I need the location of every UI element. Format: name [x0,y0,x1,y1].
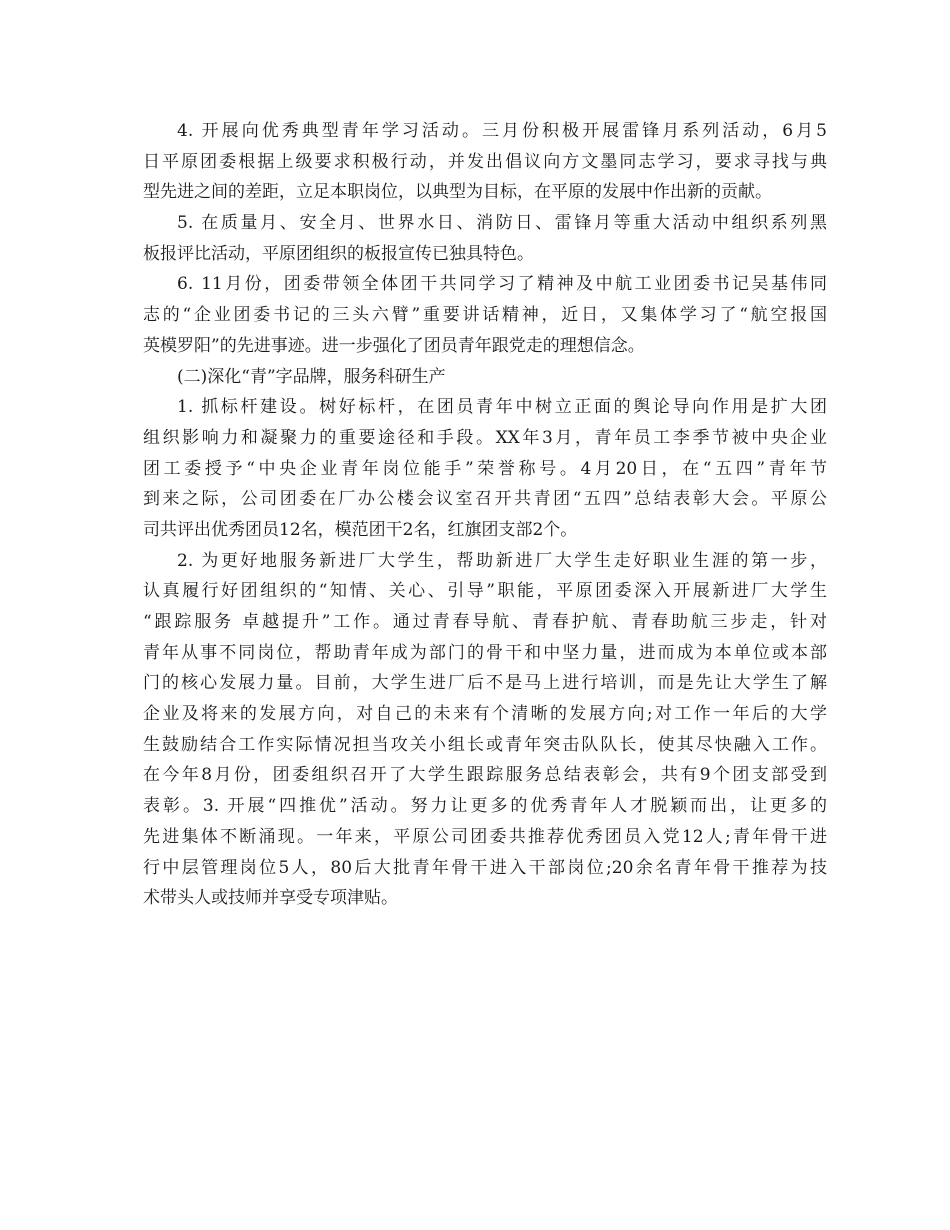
text-line: 认真履行好团组织的“知情、关心、引导”职能，平原团委深入开展新进厂大学生 [143,581,827,602]
text-line: 志的“企业团委书记的三头六臂”重要讲话精神，近日，又集体学习了“航空报国 [143,305,827,326]
text-line: 到来之际，公司团委在厂办公楼会议室召开共青团“五四”总结表彰大会。平原公 [143,489,827,510]
text-line: 门的核心发展力量。目前，大学生进厂后不是马上进行培训，而是先让大学生了解 [143,673,827,694]
text-line: 青年从事不同岗位，帮助青年成为部门的骨干和中坚力量，进而成为本单位或本部 [143,642,827,663]
text-line: 1. 抓标杆建设。树好标杆，在团员青年中树立正面的舆论导向作用是扩大团 [177,397,827,418]
text-line: 组织影响力和凝聚力的重要途径和手段。XX年3月，青年员工李季节被中央企业 [143,427,827,448]
text-line: 板报评比活动，平原团组织的板报宣传已独具特色。 [143,243,534,264]
text-line: 5. 在质量月、安全月、世界水日、消防日、雷锋月等重大活动中组织系列黑 [177,213,827,234]
text-line: 表彰。3. 开展“四推优”活动。努力让更多的优秀青年人才脱颖而出，让更多的 [143,796,827,817]
text-line: 在今年8月份，团委组织召开了大学生跟踪服务总结表彰会，共有9个团支部受到 [143,765,827,786]
text-line: 行中层管理岗位5人，80后大批青年骨干进入干部岗位;20余名青年骨干推荐为技 [143,857,827,878]
paragraph-item-4 [143,116,827,208]
text-line: 2. 为更好地服务新进厂大学生，帮助新进厂大学生走好职业生涯的第一步， [177,550,827,571]
paragraph-item-5 [143,208,827,269]
text-line: 术带头人或技师并享受专项津贴。 [143,888,398,909]
section-heading [143,362,827,393]
paragraph-graduate-service [143,546,827,914]
paragraph-item-6 [143,269,827,361]
text-line: 企业及将来的发展方向，对自己的未来有个清晰的发展方向;对工作一年后的大学 [143,704,827,725]
text-line: 司共评出优秀团员12名，模范团干2名，红旗团支部2个。 [143,519,578,540]
text-line: 日平原团委根据上级要求积极行动，并发出倡议向方文墨同志学习，要求寻找与典 [143,151,827,172]
text-line: 6. 11月份，团委带领全体团干共同学习了精神及中航工业团委书记吴基伟同 [177,274,827,295]
text-line: 型先进之间的差距，立足本职岗位，以典型为目标，在平原的发展中作出新的贡献。 [143,182,772,203]
text-line: 生鼓励结合工作实际情况担当攻关小组长或青年突击队队长，使其尽快融入工作。 [143,734,827,755]
text-line: 团工委授予“中央企业青年岗位能手”荣誉称号。4月20日，在“五四”青年节 [143,458,827,479]
text-line: 英模罗阳”的先进事迹。进一步强化了团员青年跟党走的理想信念。 [143,335,645,356]
text-line: “跟踪服务 卓越提升”工作。通过青春导航、青春护航、青春助航三步走，针对 [143,612,827,632]
section-title: (二)深化“青”字品牌，服务科研生产 [177,366,446,387]
document-body [143,116,827,914]
text-line: 4. 开展向优秀典型青年学习活动。三月份积极开展雷锋月系列活动，6月5 [177,121,827,141]
text-line: 先进集体不断涌现。一年来，平原公司团委共推荐优秀团员入党12人;青年骨干进 [143,826,827,847]
paragraph-benchmark [143,392,827,545]
